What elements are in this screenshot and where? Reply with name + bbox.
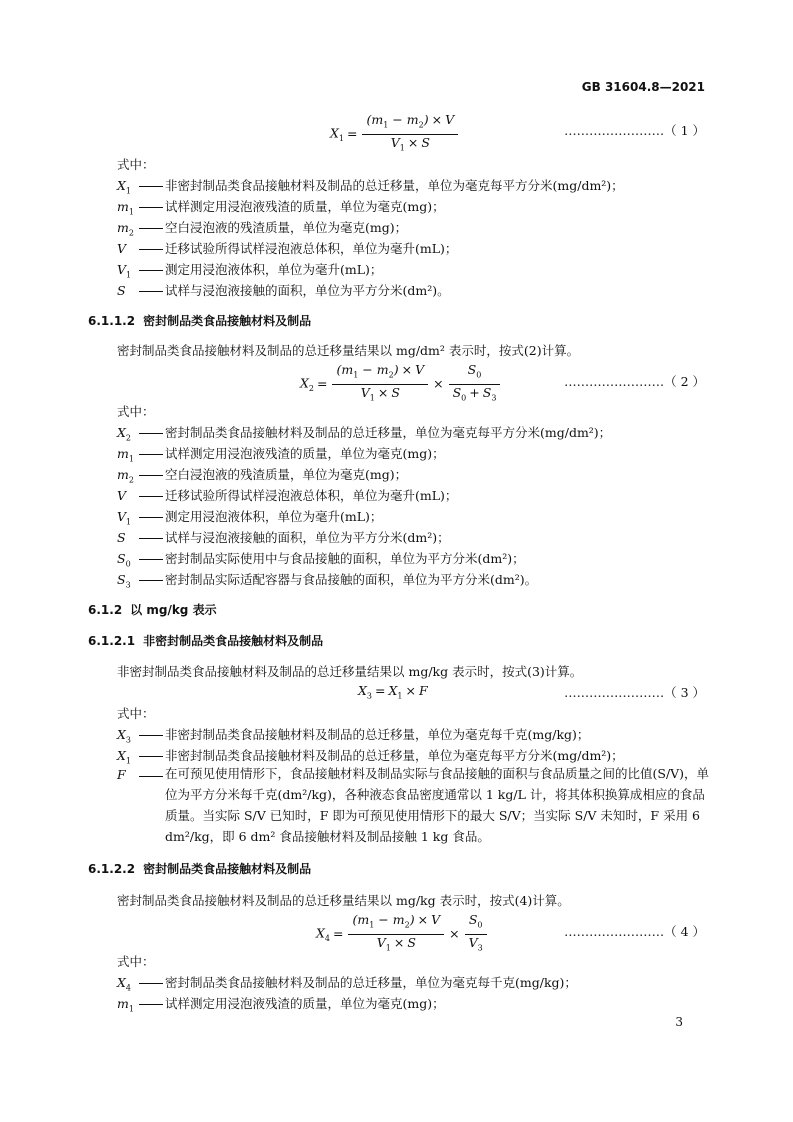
where-label-2: 式中： [117,404,155,419]
def2-v: V 迁移试验所得试样浸泡液总体积，单位为毫升(mL)； [117,488,458,503]
equation-1: $X_1$ = $\frac{(m_1 - m_2) \times V}{V_1 \times S}$ [330,112,460,156]
def1-v1: $V_1$ 测定用浸泡液体积，单位为毫升(mL)； [117,262,383,280]
def1-m1: $m_1$ 试样测定用浸泡液残渣的质量，单位为毫克(mg)； [117,199,445,217]
section-6-1-2-1-heading: 6.1.2.1 非密封制品类食品接触材料及制品 [88,634,324,648]
def2-m1: $m_1$ 试样测定用浸泡液残渣的质量，单位为毫克(mg)； [117,446,445,464]
page-number: 3 [675,1015,683,1029]
def1-s: S 试样与浸泡液接触的面积，单位为平方分米(dm²)。 [117,283,450,298]
where-label-1: 式中： [117,157,155,172]
equation-3: $X_3 = X_1 \times F$ [358,683,428,701]
where-label-3: 式中： [117,706,155,721]
def4-x4: $X_4$ 密封制品类食品接触材料及制品的总迁移量，单位为毫克每千克(mg/kg)； [117,975,577,993]
def3-x1: $X_1$ 非密封制品类食品接触材料及制品的总迁移量，单位为毫克每平方分米(mg/dm²)； [117,748,624,766]
def2-s3: $S_3$ 密封制品实际适配容器与食品接触的面积，单位为平方分米(dm²)。 [117,572,538,590]
paragraph-4: 密封制品类食品接触材料及制品的总迁移量结果以 mg/kg 表示时，按式(4)计算。 [117,893,570,908]
section-6-1-2-2-heading: 6.1.2.2 密封制品类食品接触材料及制品 [88,862,312,876]
section-6-1-2-heading: 6.1.2 以 mg/kg 表示 [88,603,217,617]
where-label-4: 式中： [117,954,155,969]
def2-m2: $m_2$ 空白浸泡液的残渣质量，单位为毫克(mg)； [117,467,408,485]
equation-3-number: ……………………（ 3 ） [564,685,705,700]
def2-s0: $S_0$ 密封制品实际使用中与食品接触的面积，单位为平方分米(dm²)； [117,551,525,569]
def1-m2: $m_2$ 空白浸泡液的残渣质量，单位为毫克(mg)； [117,220,408,238]
def4-m1: $m_1$ 试样测定用浸泡液残渣的质量，单位为毫克(mg)； [117,996,445,1014]
paragraph-2: 密封制品类食品接触材料及制品的总迁移量结果以 mg/dm² 表示时，按式(2)计算。 [117,343,580,358]
def2-x2: $X_2$ 密封制品类食品接触材料及制品的总迁移量，单位为毫克每平方分米(mg/dm²)； [117,425,612,443]
equation-1-number: ……………………（ 1 ） [564,123,705,138]
equation-4-number: ……………………（ 4 ） [564,924,705,939]
section-6-1-1-2-heading: 6.1.1.2 密封制品类食品接触材料及制品 [88,314,312,328]
def3-x3: $X_3$ 非密封制品类食品接触材料及制品的总迁移量，单位为毫克每千克(mg/kg)； [117,727,590,745]
def2-s: S 试样与浸泡液接触的面积，单位为平方分米(dm²)； [117,530,450,545]
equation-2-number: ……………………（ 2 ） [564,374,705,389]
paragraph-3: 非密封制品类食品接触材料及制品的总迁移量结果以 mg/kg 表示时，按式(3)计算。 [117,664,583,679]
def1-v: V 迁移试验所得试样浸泡液总体积，单位为毫升(mL)； [117,241,458,256]
def2-v1: $V_1$ 测定用浸泡液体积，单位为毫升(mL)； [117,509,383,527]
standard-code: GB 31604.8—2021 [581,80,705,94]
def1-x1: $X_1$ 非密封制品类食品接触材料及制品的总迁移量，单位为毫克每平方分米(mg/dm²)； [117,178,624,196]
equation-4: $X_4$ = $\frac{(m_1 - m_2) \times V}{V_1 \times S}$ × $\frac{S_0}{V_3}$ [316,912,489,956]
equation-2: $X_2$ = $\frac{(m_1 - m_2) \times V}{V_1 \times S}$ × $\frac{S_0}{S_0 + S_3}$ [300,362,502,406]
